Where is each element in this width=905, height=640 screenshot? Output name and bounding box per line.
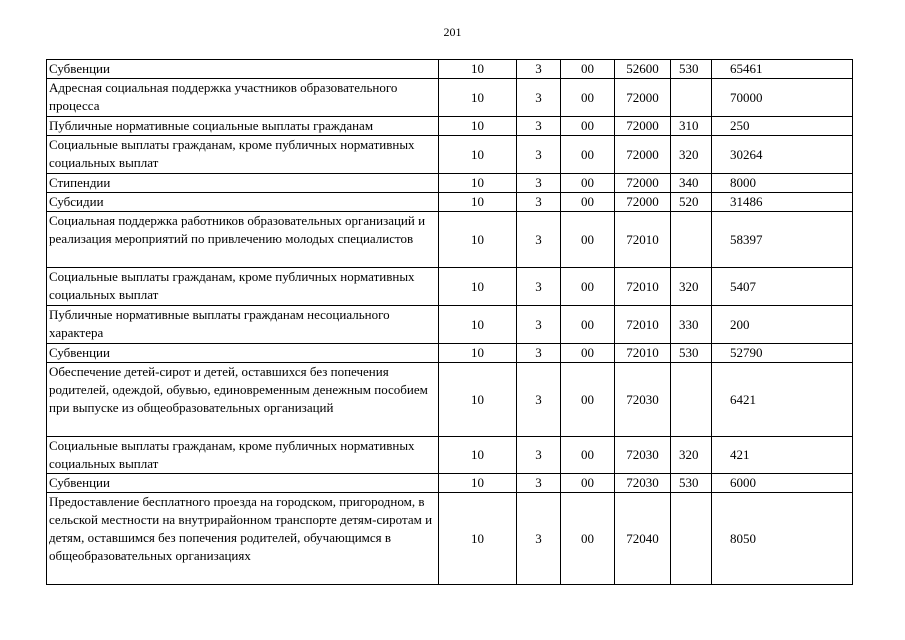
amount-cell: 65461 (712, 60, 853, 79)
subsection-cell: 3 (517, 117, 561, 136)
row-name-cell: Предоставление бесплатного проезда на городском, пригородном, в сельской местности на внутрирайонном транспорте детям-сиротам и детям, оставшимся без попечения родителей, обучающимся в общеобразовательных организациях (47, 493, 439, 585)
row-name-cell: Социальная поддержка работников образовательных организаций и реализация мероприятий по привлечению молодых специалистов (47, 212, 439, 268)
amount-cell: 5407 (712, 268, 853, 306)
article-cell: 72000 (615, 79, 671, 117)
expense-type-cell (671, 79, 712, 117)
expense-type-cell: 320 (671, 268, 712, 306)
article-cell: 72010 (615, 344, 671, 363)
subsection-cell: 3 (517, 493, 561, 585)
program-cell: 00 (561, 193, 615, 212)
amount-cell: 70000 (712, 79, 853, 117)
program-cell: 00 (561, 474, 615, 493)
amount-cell: 6000 (712, 474, 853, 493)
section-cell: 10 (439, 363, 517, 437)
row-name-cell: Стипендии (47, 174, 439, 193)
article-cell: 72030 (615, 363, 671, 437)
program-cell: 00 (561, 79, 615, 117)
subsection-cell: 3 (517, 193, 561, 212)
amount-cell: 6421 (712, 363, 853, 437)
table-row (47, 474, 853, 493)
table-row (47, 193, 853, 212)
amount-cell: 30264 (712, 136, 853, 174)
program-cell: 00 (561, 344, 615, 363)
row-name-cell: Субвенции (47, 60, 439, 79)
row-name-cell: Публичные нормативные социальные выплаты гражданам (47, 117, 439, 136)
article-cell: 72010 (615, 212, 671, 268)
program-cell: 00 (561, 306, 615, 344)
subsection-cell: 3 (517, 268, 561, 306)
expense-type-cell: 520 (671, 193, 712, 212)
amount-cell: 200 (712, 306, 853, 344)
expense-type-cell: 530 (671, 474, 712, 493)
page-number: 201 (443, 25, 462, 39)
section-cell: 10 (439, 474, 517, 493)
row-name-cell: Адресная социальная поддержка участников образовательного процесса (47, 79, 439, 117)
expense-type-cell (671, 493, 712, 585)
section-cell: 10 (439, 60, 517, 79)
table-row (47, 268, 853, 306)
subsection-cell: 3 (517, 136, 561, 174)
expense-type-cell (671, 212, 712, 268)
expense-type-cell: 310 (671, 117, 712, 136)
expense-type-cell: 320 (671, 136, 712, 174)
program-cell: 00 (561, 212, 615, 268)
row-name-cell: Обеспечение детей-сирот и детей, оставшихся без попечения родителей, одеждой, обувью, единовременным денежным пособием при выпуске из общеобразовательных организаций (47, 363, 439, 437)
article-cell: 72000 (615, 136, 671, 174)
subsection-cell: 3 (517, 344, 561, 363)
row-name-cell: Публичные нормативные выплаты гражданам несоциального характера (47, 306, 439, 344)
table-row (47, 363, 853, 437)
table-row (47, 136, 853, 174)
table-row (47, 117, 853, 136)
article-cell: 72010 (615, 306, 671, 344)
expense-type-cell (671, 363, 712, 437)
program-cell: 00 (561, 174, 615, 193)
budget-table (46, 59, 853, 585)
subsection-cell: 3 (517, 363, 561, 437)
section-cell: 10 (439, 193, 517, 212)
article-cell: 52600 (615, 60, 671, 79)
table-row (47, 344, 853, 363)
table-row (47, 60, 853, 79)
section-cell: 10 (439, 493, 517, 585)
expense-type-cell: 530 (671, 60, 712, 79)
expense-type-cell: 340 (671, 174, 712, 193)
section-cell: 10 (439, 212, 517, 268)
amount-cell: 250 (712, 117, 853, 136)
section-cell: 10 (439, 268, 517, 306)
amount-cell: 58397 (712, 212, 853, 268)
article-cell: 72040 (615, 493, 671, 585)
expense-type-cell: 530 (671, 344, 712, 363)
program-cell: 00 (561, 117, 615, 136)
row-name-cell: Социальные выплаты гражданам, кроме публичных нормативных социальных выплат (47, 268, 439, 306)
amount-cell: 52790 (712, 344, 853, 363)
amount-cell: 8050 (712, 493, 853, 585)
table-row (47, 174, 853, 193)
table-body (47, 60, 853, 585)
subsection-cell: 3 (517, 79, 561, 117)
amount-cell: 8000 (712, 174, 853, 193)
subsection-cell: 3 (517, 437, 561, 474)
section-cell: 10 (439, 344, 517, 363)
table-row (47, 493, 853, 585)
program-cell: 00 (561, 60, 615, 79)
program-cell: 00 (561, 363, 615, 437)
row-name-cell: Субвенции (47, 474, 439, 493)
program-cell: 00 (561, 136, 615, 174)
amount-cell: 421 (712, 437, 853, 474)
table-row (47, 437, 853, 474)
section-cell: 10 (439, 174, 517, 193)
expense-type-cell: 320 (671, 437, 712, 474)
subsection-cell: 3 (517, 174, 561, 193)
article-cell: 72030 (615, 474, 671, 493)
section-cell: 10 (439, 136, 517, 174)
subsection-cell: 3 (517, 212, 561, 268)
table-row (47, 79, 853, 117)
table-row (47, 306, 853, 344)
expense-type-cell: 330 (671, 306, 712, 344)
section-cell: 10 (439, 79, 517, 117)
section-cell: 10 (439, 437, 517, 474)
article-cell: 72030 (615, 437, 671, 474)
row-name-cell: Субвенции (47, 344, 439, 363)
program-cell: 00 (561, 268, 615, 306)
row-name-cell: Социальные выплаты гражданам, кроме публичных нормативных социальных выплат (47, 136, 439, 174)
table-row (47, 212, 853, 268)
article-cell: 72000 (615, 193, 671, 212)
article-cell: 72000 (615, 174, 671, 193)
subsection-cell: 3 (517, 474, 561, 493)
row-name-cell: Социальные выплаты гражданам, кроме публичных нормативных социальных выплат (47, 437, 439, 474)
program-cell: 00 (561, 493, 615, 585)
article-cell: 72000 (615, 117, 671, 136)
program-cell: 00 (561, 437, 615, 474)
subsection-cell: 3 (517, 60, 561, 79)
row-name-cell: Субсидии (47, 193, 439, 212)
article-cell: 72010 (615, 268, 671, 306)
subsection-cell: 3 (517, 306, 561, 344)
section-cell: 10 (439, 306, 517, 344)
amount-cell: 31486 (712, 193, 853, 212)
section-cell: 10 (439, 117, 517, 136)
